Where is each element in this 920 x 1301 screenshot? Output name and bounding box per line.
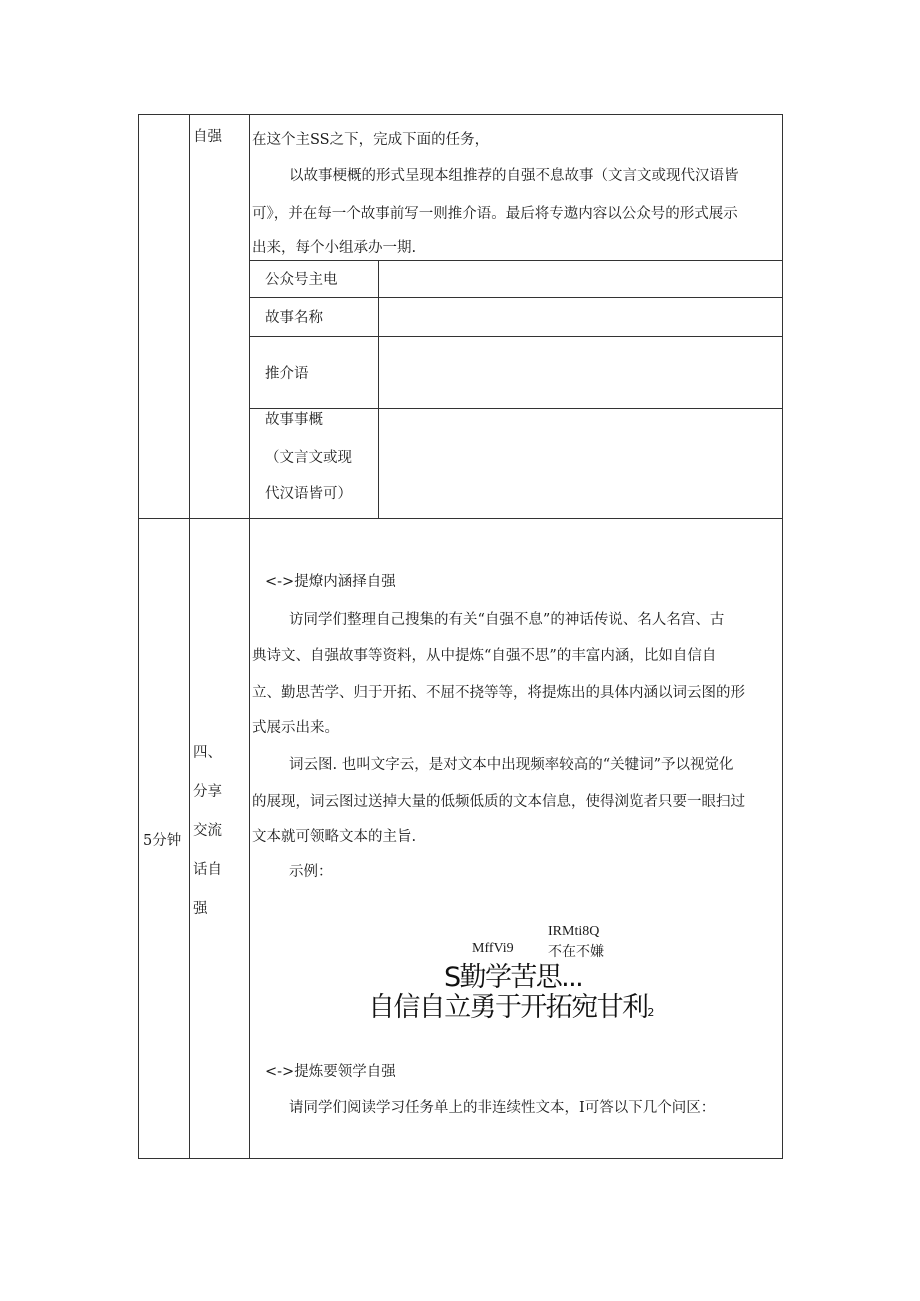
time-label: 5分钟: [143, 833, 182, 849]
task-line-2: 可》，并在每一个故事前写一则推介语。最后将专遨内容以公众号的形式展示: [252, 206, 738, 222]
form-label-recommendation: 推介语: [265, 366, 309, 382]
para1-line-2: 典诗文、自强故事等资料，从中提炼“自强不思”的丰富内涵，比如自信自: [252, 648, 717, 664]
word-cloud-subscript: 2: [647, 1006, 655, 1019]
para2-line-1: 词云图. 也叫文字云，是对文本中出现频率较高的“关犍词”予以视觉化: [289, 757, 734, 773]
form-line-2: [249, 297, 782, 298]
stage-label-top: 自强: [193, 129, 222, 145]
table-border-top: [138, 114, 783, 115]
table-border-right: [782, 114, 783, 1159]
form-label-synopsis-1: 故事事概: [265, 412, 323, 428]
stage-line: 话自: [193, 862, 222, 878]
para1-line-3: 立、勤思苦学、归于开拓、不屈不挠等等，将提炼出的具体内涵以词云图的形: [252, 685, 745, 701]
word-cloud-main-phrase: 自信自立勇于开拓宛甘利: [368, 992, 648, 1023]
stage-line: 分享: [193, 784, 222, 800]
stage-line: 交流: [193, 823, 222, 839]
word-cloud-word: IRMti8Q: [548, 924, 600, 939]
task-intro: 在这个主SS之下，完成下面的任务，: [252, 132, 490, 148]
para1-line-4: 式展示出来。: [252, 720, 339, 736]
column-divider-2: [249, 114, 250, 1159]
column-divider-1: [189, 114, 190, 1159]
word-cloud-word: 不在不嫌: [548, 945, 604, 960]
para2-line-2: 的展现，词云图过送掉大量的低频低质的文本信息，使得浏览者只要一眼扫过: [252, 794, 745, 810]
section-divider: [138, 518, 783, 519]
form-line-4: [249, 408, 782, 409]
form-label-story-name: 故事名称: [265, 310, 323, 326]
form-line-1: [249, 260, 782, 261]
form-line-3: [249, 336, 782, 337]
example-label: 示例：: [289, 864, 333, 880]
para2-line-3: 文本就可领略文本的主旨.: [252, 829, 417, 845]
para1-line-1: 访同学们整理自己搜集的有关“自强不息”的神话传说、名人名宫、古: [289, 612, 725, 628]
stage-label-bottom: [193, 743, 222, 938]
heading-1: <->提燎内涵择自强: [265, 574, 396, 590]
table-border-left: [138, 114, 139, 1159]
form-column-divider: [378, 260, 379, 518]
word-cloud-word: S勤学苦思...: [444, 962, 583, 993]
form-label-synopsis-2: （文言文或现: [265, 450, 352, 466]
heading-2: <->提炼要领学自强: [265, 1064, 396, 1080]
task-line-1: 以故事梗概的形式呈现本组推荐的自强不息故事（文言文或现代汉语皆: [289, 168, 739, 184]
stage-line: 四、: [193, 745, 222, 761]
task-line-3: 出来，每个小组承办一期.: [252, 240, 417, 256]
form-label-synopsis-3: 代汉语皆可）: [265, 486, 352, 502]
stage-line: 强: [193, 901, 208, 917]
form-label-account: 公众号主电: [265, 272, 338, 288]
para3: 请同学们阅读学习任务单上的非连续性文本，I可答以下几个问区：: [289, 1100, 716, 1116]
table-border-bottom: [138, 1158, 783, 1159]
word-cloud-word: MffVi9: [472, 941, 514, 956]
word-cloud-word: [368, 985, 654, 1024]
